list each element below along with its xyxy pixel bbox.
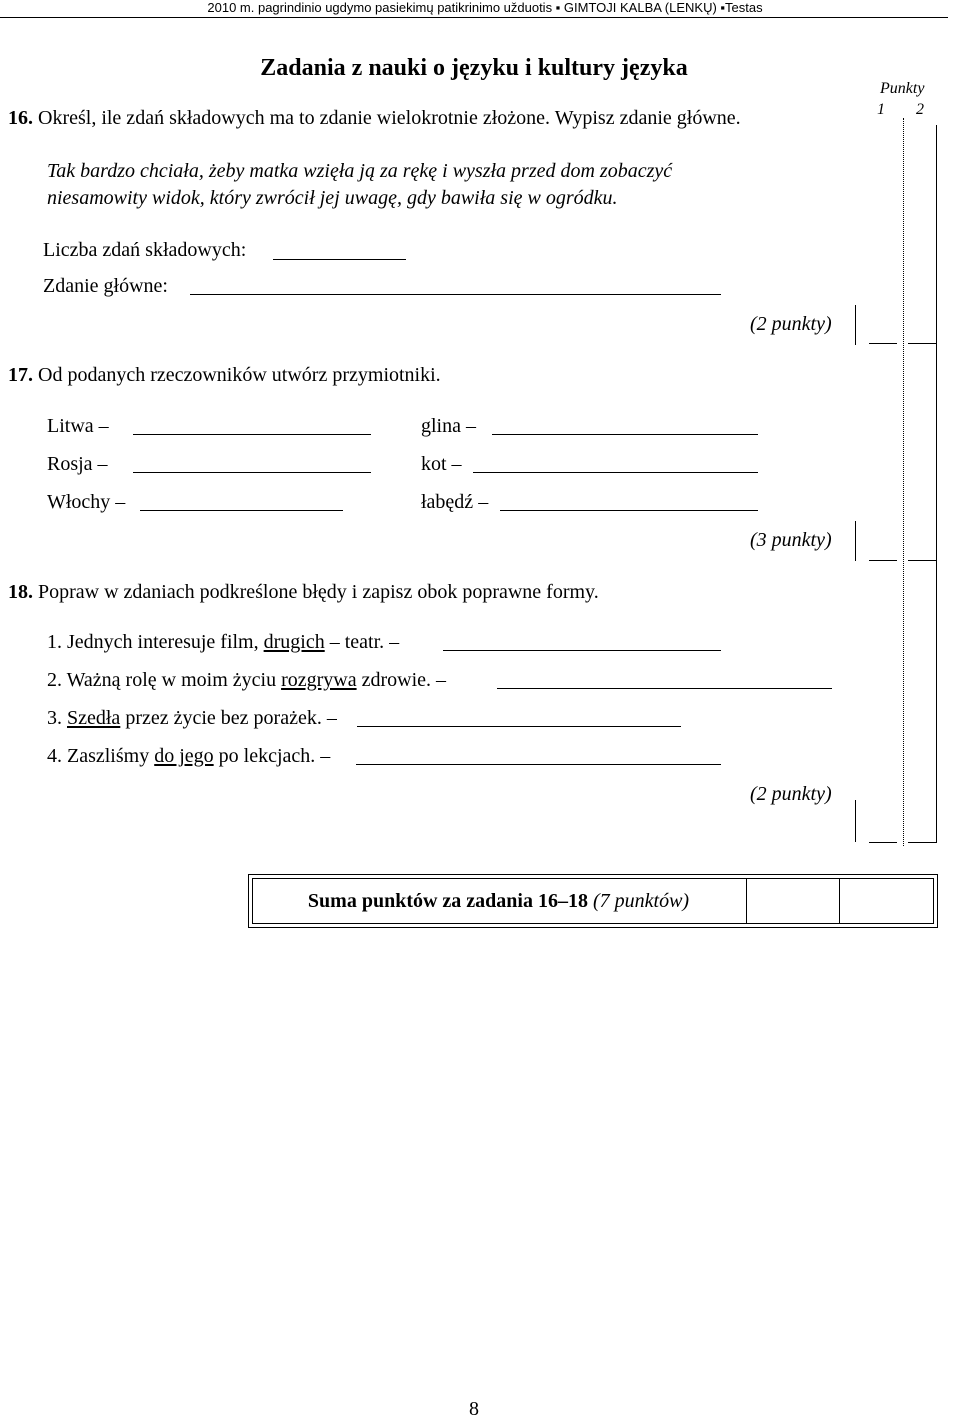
sentence-2-text-end: zdrowie. – <box>356 669 447 691</box>
task-16-field2-label: Zdanie główne: <box>43 275 168 297</box>
points-summary-title: Suma punktów za zadania 16–18 <box>307 890 593 912</box>
task-18-points: (2 punkty) <box>750 783 832 805</box>
sentence-1-text-end: – teatr. – <box>324 631 400 653</box>
points-column-right-border <box>936 125 937 843</box>
points-column-label: Punkty <box>880 80 925 97</box>
sentence-4-text: 4. Zaszliśmy <box>47 745 155 767</box>
task-16-prompt <box>8 107 741 130</box>
quote-line-1: Tak bardzo chciała, żeby matka wzięła ją za rękę i wyszła przed dom zobaczyć <box>47 160 673 182</box>
task-17-points: (3 punkty) <box>750 529 832 551</box>
sentence-3 <box>47 707 337 730</box>
task-16-quote <box>47 158 847 212</box>
task-16-prompt-text: Określ, ile zdań składowych ma to zdanie wielokrotnie złożone. Wypisz zdanie główne. <box>38 107 741 129</box>
answer-line-zdanie-glowne[interactable] <box>190 294 721 295</box>
task-16-number: 16. <box>8 107 33 129</box>
task-18-prompt-text: Popraw w zdaniach podkreślone błędy i zapisz obok poprawne formy. <box>38 581 599 603</box>
answer-line-liczba-zdan[interactable] <box>273 259 406 260</box>
task-17-score-slot-1[interactable] <box>869 560 897 561</box>
noun-labedz: łabędź – <box>421 491 489 513</box>
points-column-1-label: 1 <box>877 101 885 118</box>
answer-line-sentence-1[interactable] <box>443 650 721 651</box>
sentence-4-text-end: po lekcjach. – <box>213 745 331 767</box>
task-18-prompt <box>8 581 599 604</box>
sentence-1-text: 1. Jednych interesuje film, <box>47 631 264 653</box>
points-summary-label <box>253 879 744 923</box>
sentence-3-text-end: przez życie bez porażek. – <box>120 707 337 729</box>
points-column-divider <box>903 118 904 846</box>
task-16-points: (2 punkty) <box>750 313 832 335</box>
points-summary-cell-1[interactable] <box>747 879 839 923</box>
noun-litwa: Litwa – <box>47 415 109 437</box>
answer-line-labedz[interactable] <box>500 510 758 511</box>
task-16-score-slot-1[interactable] <box>869 343 897 344</box>
sentence-2-text: 2. Ważną rolę w moim życiu <box>47 669 282 691</box>
points-summary-inner <box>252 878 934 924</box>
task-17-prompt <box>8 364 441 387</box>
points-summary-max: (7 punktów) <box>592 890 690 912</box>
task-17-prompt-text: Od podanych rzeczowników utwórz przymiotniki. <box>38 364 441 386</box>
task-16-score-slot-2[interactable] <box>908 343 936 344</box>
sentence-2-error: rozgrywa <box>281 669 357 691</box>
quote-line-2: niesamowity widok, który zwrócił jej uwagę, gdy bawiła się w ogródku. <box>47 187 618 209</box>
task-18-score-divider <box>855 800 856 842</box>
task-16-field1-label: Liczba zdań składowych: <box>43 239 247 261</box>
answer-line-litwa[interactable] <box>133 434 371 435</box>
points-summary-cell-2[interactable] <box>840 879 933 923</box>
answer-line-wlochy[interactable] <box>140 510 343 511</box>
answer-line-glina[interactable] <box>492 434 758 435</box>
answer-line-sentence-3[interactable] <box>357 726 681 727</box>
sentence-4-error: do jego <box>154 745 214 767</box>
noun-rosja: Rosja – <box>47 453 108 475</box>
sentence-4 <box>47 745 330 768</box>
answer-line-kot[interactable] <box>473 472 758 473</box>
answer-line-sentence-2[interactable] <box>497 688 832 689</box>
sentence-2 <box>47 669 446 692</box>
answer-line-rosja[interactable] <box>133 472 371 473</box>
task-18-score-slot-1[interactable] <box>869 842 897 843</box>
sentence-1 <box>47 631 399 654</box>
sentence-3-error: Szedła <box>67 707 121 729</box>
points-summary-box <box>248 874 938 928</box>
page-header: 2010 m. pagrindinio ugdymo pasiekimų patikrinimo užduotis ▪ GIMTOJI KALBA (LENKŲ) ▪Testas <box>207 0 763 15</box>
noun-kot: kot – <box>421 453 462 475</box>
task-16-score-divider <box>855 305 856 345</box>
section-title: Zadania z nauki o języku i kultury języka <box>260 55 688 81</box>
answer-line-sentence-4[interactable] <box>356 764 721 765</box>
task-17-score-divider <box>855 521 856 561</box>
sentence-3-text: 3. <box>47 707 67 729</box>
header-rule <box>0 17 948 18</box>
noun-glina: glina – <box>421 415 476 437</box>
task-18-score-slot-2[interactable] <box>908 842 936 843</box>
sentence-1-error: drugich <box>263 631 325 653</box>
task-17-number: 17. <box>8 364 33 386</box>
noun-wlochy: Włochy – <box>47 491 126 513</box>
task-18-number: 18. <box>8 581 33 603</box>
page-number: 8 <box>469 1398 479 1420</box>
points-column-2-label: 2 <box>916 101 924 118</box>
task-17-score-slot-2[interactable] <box>908 560 936 561</box>
